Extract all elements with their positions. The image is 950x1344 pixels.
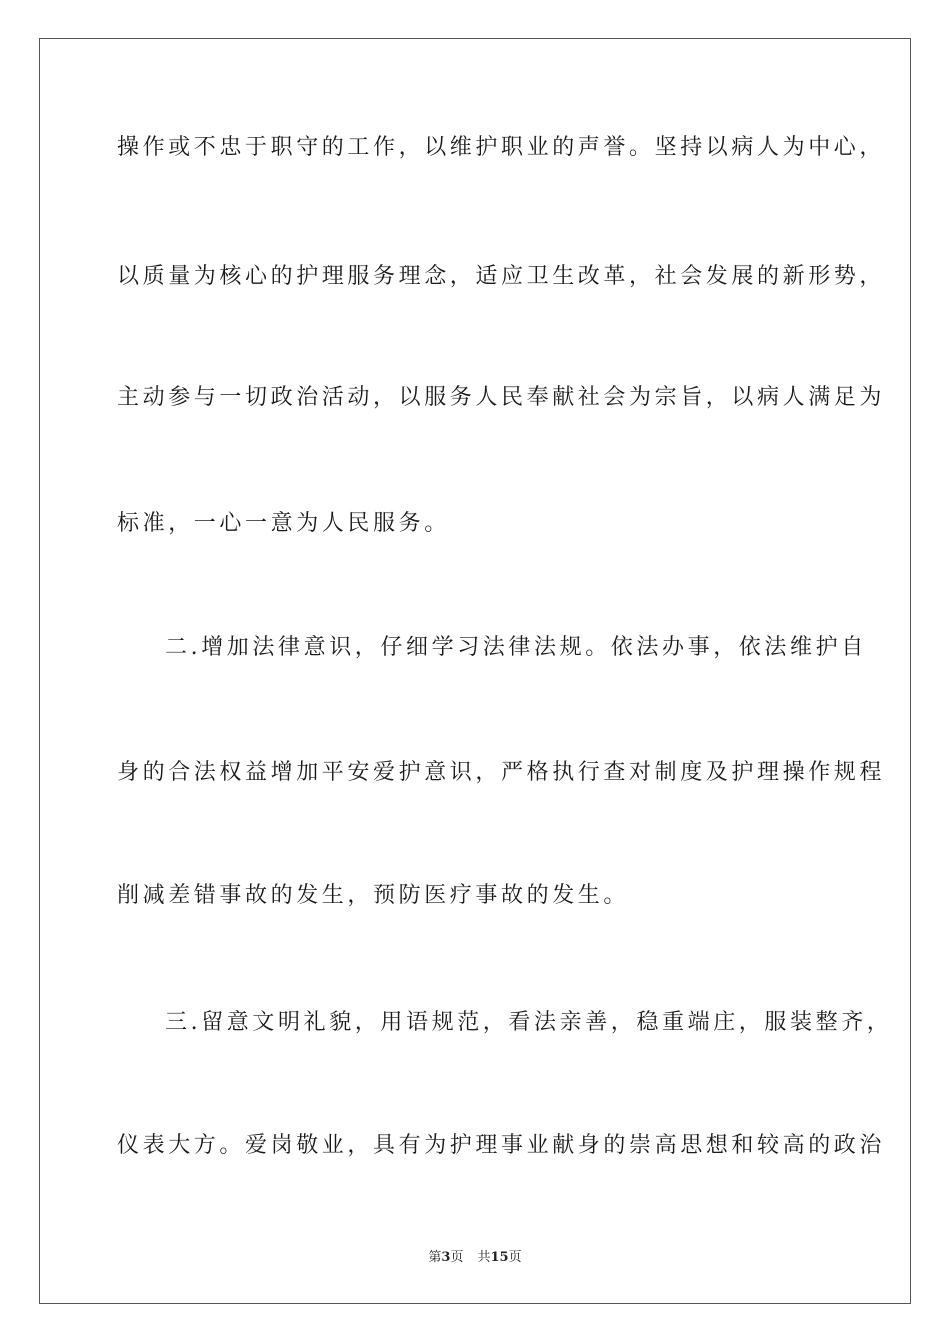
footer-total-suffix: 页: [508, 1250, 522, 1265]
footer-total-prefix: 共: [477, 1250, 491, 1265]
footer-page-prefix: 第: [428, 1250, 442, 1265]
section-three-line-2: 仪表大方。爱岗敬业，具有为护理事业献身的崇高思想和较高的政治: [117, 1133, 886, 1158]
footer-page-number: 3: [441, 1250, 451, 1265]
page-border: [39, 38, 911, 1304]
section-three-line-1: 三.留意文明礼貌，用语规范，看法亲善，稳重端庄，服装整齐，: [165, 1010, 893, 1035]
section-two-line-3: 削减差错事故的发生，预防医疗事故的发生。: [117, 883, 630, 908]
paragraph-line-1: 操作或不忠于职守的工作，以维护职业的声誉。坚持以病人为中心，: [117, 135, 886, 160]
paragraph-line-2: 以质量为核心的护理服务理念，适应卫生改革，社会发展的新形势，: [117, 264, 886, 289]
paragraph-line-3: 主动参与一切政治活动，以服务人民奉献社会为宗旨，以病人满足为: [117, 385, 886, 410]
section-two-line-1: 二.增加法律意识，仔细学习法律法规。依法办事，依法维护自: [165, 635, 867, 660]
section-two-line-2: 身的合法权益增加平安爱护意识，严格执行查对制度及护理操作规程: [117, 760, 886, 785]
footer-page-suffix: 页: [450, 1250, 464, 1265]
footer-total-pages: 15: [490, 1250, 509, 1265]
page-footer: [0, 1249, 950, 1267]
paragraph-line-4: 标准，一心一意为人民服务。: [117, 511, 450, 536]
